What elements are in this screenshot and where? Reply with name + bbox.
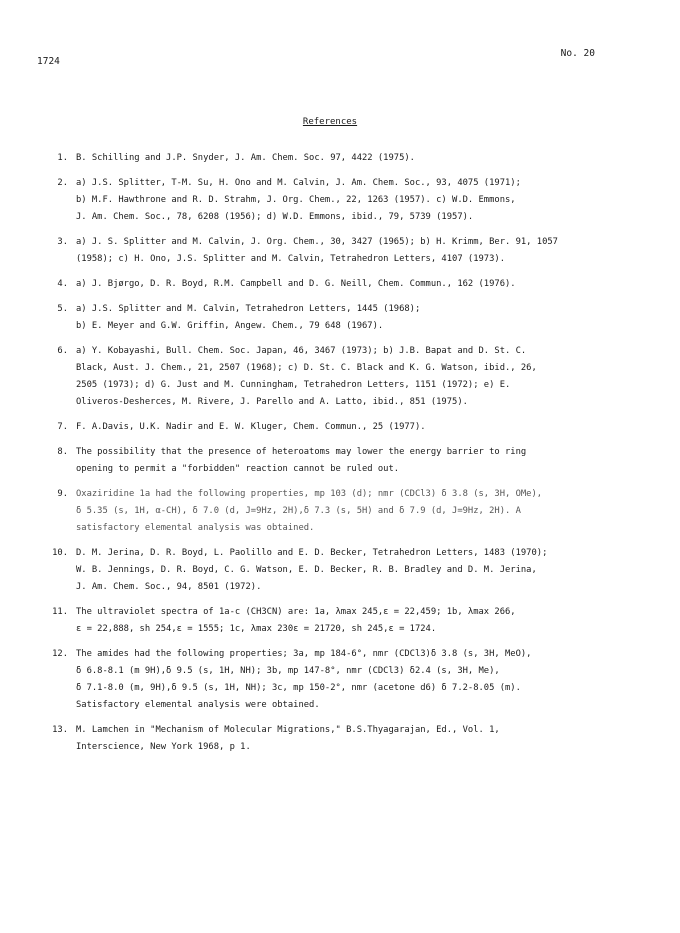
reference-line: δ 5.35 (s, 1H, α-CH), δ 7.0 (d, J=9Hz, 2H),δ 7.3 (s, 5H) and δ 7.9 (d, J=9Hz, 2H). A: [76, 506, 521, 516]
reference-text: [76, 343, 660, 411]
reference-number: 2.: [57, 178, 68, 188]
reference-text: [76, 545, 660, 596]
reference-item: [30, 545, 660, 596]
references-list: [30, 150, 660, 764]
reference-line: M. Lamchen in "Mechanism of Molecular Migrations," B.S.Thyagarajan, Ed., Vol. 1,: [76, 725, 500, 735]
reference-item: [30, 343, 660, 411]
reference-item: [30, 444, 660, 478]
reference-line: (1958); c) H. Ono, J.S. Splitter and M. Calvin, Tetrahedron Letters, 4107 (1973).: [76, 254, 505, 264]
reference-line: F. A.Davis, U.K. Nadir and E. W. Kluger, Chem. Commun., 25 (1977).: [76, 422, 426, 432]
reference-line: B. Schilling and J.P. Snyder, J. Am. Chem. Soc. 97, 4422 (1975).: [76, 153, 415, 163]
reference-line: Oliveros-Desherces, M. Rivere, J. Parello and A. Latto, ibid., 851 (1975).: [76, 397, 468, 407]
reference-number: 13.: [52, 725, 68, 735]
reference-line: Satisfactory elemental analysis were obtained.: [76, 700, 320, 710]
reference-item: [30, 486, 660, 537]
reference-line: The ultraviolet spectra of 1a-c (CH3CN) are: 1a, λmax 245,ε = 22,459; 1b, λmax 266,: [76, 607, 516, 617]
reference-text: [76, 150, 660, 167]
reference-line: Oxaziridine 1a had the following properties, mp 103 (d); nmr (CDCl3) δ 3.8 (s, 3H, OMe),: [76, 489, 543, 499]
reference-line: W. B. Jennings, D. R. Boyd, C. G. Watson, E. D. Becker, R. B. Bradley and D. M. Jerina,: [76, 565, 537, 575]
reference-item: [30, 234, 660, 268]
reference-number: 7.: [57, 422, 68, 432]
reference-text: [76, 486, 660, 537]
reference-number: 9.: [57, 489, 68, 499]
reference-item: [30, 175, 660, 226]
reference-line: The possibility that the presence of heteroatoms may lower the energy barrier to ring: [76, 447, 527, 457]
reference-text: [76, 722, 660, 756]
page-number: 1724: [37, 56, 60, 67]
reference-line: a) J.S. Splitter and M. Calvin, Tetrahedron Letters, 1445 (1968);: [76, 304, 421, 314]
reference-line: b) E. Meyer and G.W. Griffin, Angew. Chem., 79 648 (1967).: [76, 321, 384, 331]
reference-text: [76, 301, 660, 335]
reference-item: [30, 722, 660, 756]
reference-item: [30, 646, 660, 714]
reference-number: 3.: [57, 237, 68, 247]
reference-text: [76, 604, 660, 638]
reference-line: Interscience, New York 1968, p 1.: [76, 742, 251, 752]
reference-item: [30, 150, 660, 167]
reference-number: 1.: [57, 153, 68, 163]
reference-number: 4.: [57, 279, 68, 289]
reference-line: ε = 22,888, sh 254,ε = 1555; 1c, λmax 230ε = 21720, sh 245,ε = 1724.: [76, 624, 437, 634]
reference-line: a) J.S. Splitter, T-M. Su, H. Ono and M. Calvin, J. Am. Chem. Soc., 93, 4075 (1971);: [76, 178, 521, 188]
reference-number: 12.: [52, 649, 68, 659]
reference-text: [76, 444, 660, 478]
reference-number: 10.: [52, 548, 68, 558]
reference-text: [76, 276, 660, 293]
reference-line: J. Am. Chem. Soc., 78, 6208 (1956); d) W.D. Emmons, ibid., 79, 5739 (1957).: [76, 212, 474, 222]
reference-line: δ 7.1-8.0 (m, 9H),δ 9.5 (s, 1H, NH); 3c, mp 150-2°, nmr (acetone d6) δ 7.2-8.05 (m).: [76, 683, 521, 693]
reference-line: opening to permit a "forbidden" reaction cannot be ruled out.: [76, 464, 400, 474]
reference-number: 5.: [57, 304, 68, 314]
reference-number: 8.: [57, 447, 68, 457]
reference-text: [76, 646, 660, 714]
reference-item: [30, 419, 660, 436]
reference-line: b) M.F. Hawthrone and R. D. Strahm, J. Org. Chem., 22, 1263 (1957). c) W.D. Emmons,: [76, 195, 516, 205]
reference-text: [76, 234, 660, 268]
reference-item: [30, 276, 660, 293]
reference-number: 11.: [52, 607, 68, 617]
reference-text: [76, 419, 660, 436]
reference-item: [30, 301, 660, 335]
reference-line: D. M. Jerina, D. R. Boyd, L. Paolillo and E. D. Becker, Tetrahedron Letters, 1483 (1970);: [76, 548, 548, 558]
reference-line: a) J. S. Splitter and M. Calvin, J. Org. Chem., 30, 3427 (1965); b) H. Krimm, Ber. 91, 1057: [76, 237, 558, 247]
reference-line: The amides had the following properties; 3a, mp 184-6°, nmr (CDCl3)δ 3.8 (s, 3H, MeO),: [76, 649, 532, 659]
references-heading: References: [302, 117, 358, 127]
reference-line: Black, Aust. J. Chem., 21, 2507 (1968); c) D. St. C. Black and K. G. Watson, ibid., 26,: [76, 363, 537, 373]
reference-line: a) J. Bjørgo, D. R. Boyd, R.M. Campbell and D. G. Neill, Chem. Commun., 162 (1976).: [76, 279, 516, 289]
reference-text: [76, 175, 660, 226]
reference-line: a) Y. Kobayashi, Bull. Chem. Soc. Japan, 46, 3467 (1973); b) J.B. Bapat and D. St. C.: [76, 346, 527, 356]
issue-number: No. 20: [560, 48, 595, 59]
reference-line: J. Am. Chem. Soc., 94, 8501 (1972).: [76, 582, 262, 592]
reference-number: 6.: [57, 346, 68, 356]
reference-line: 2505 (1973); d) G. Just and M. Cunningham, Tetrahedron Letters, 1151 (1972); e) E.: [76, 380, 511, 390]
reference-item: [30, 604, 660, 638]
reference-line: δ 6.8-8.1 (m 9H),δ 9.5 (s, 1H, NH); 3b, mp 147-8°, nmr (CDCl3) δ2.4 (s, 3H, Me),: [76, 666, 500, 676]
reference-line: satisfactory elemental analysis was obtained.: [76, 523, 315, 533]
